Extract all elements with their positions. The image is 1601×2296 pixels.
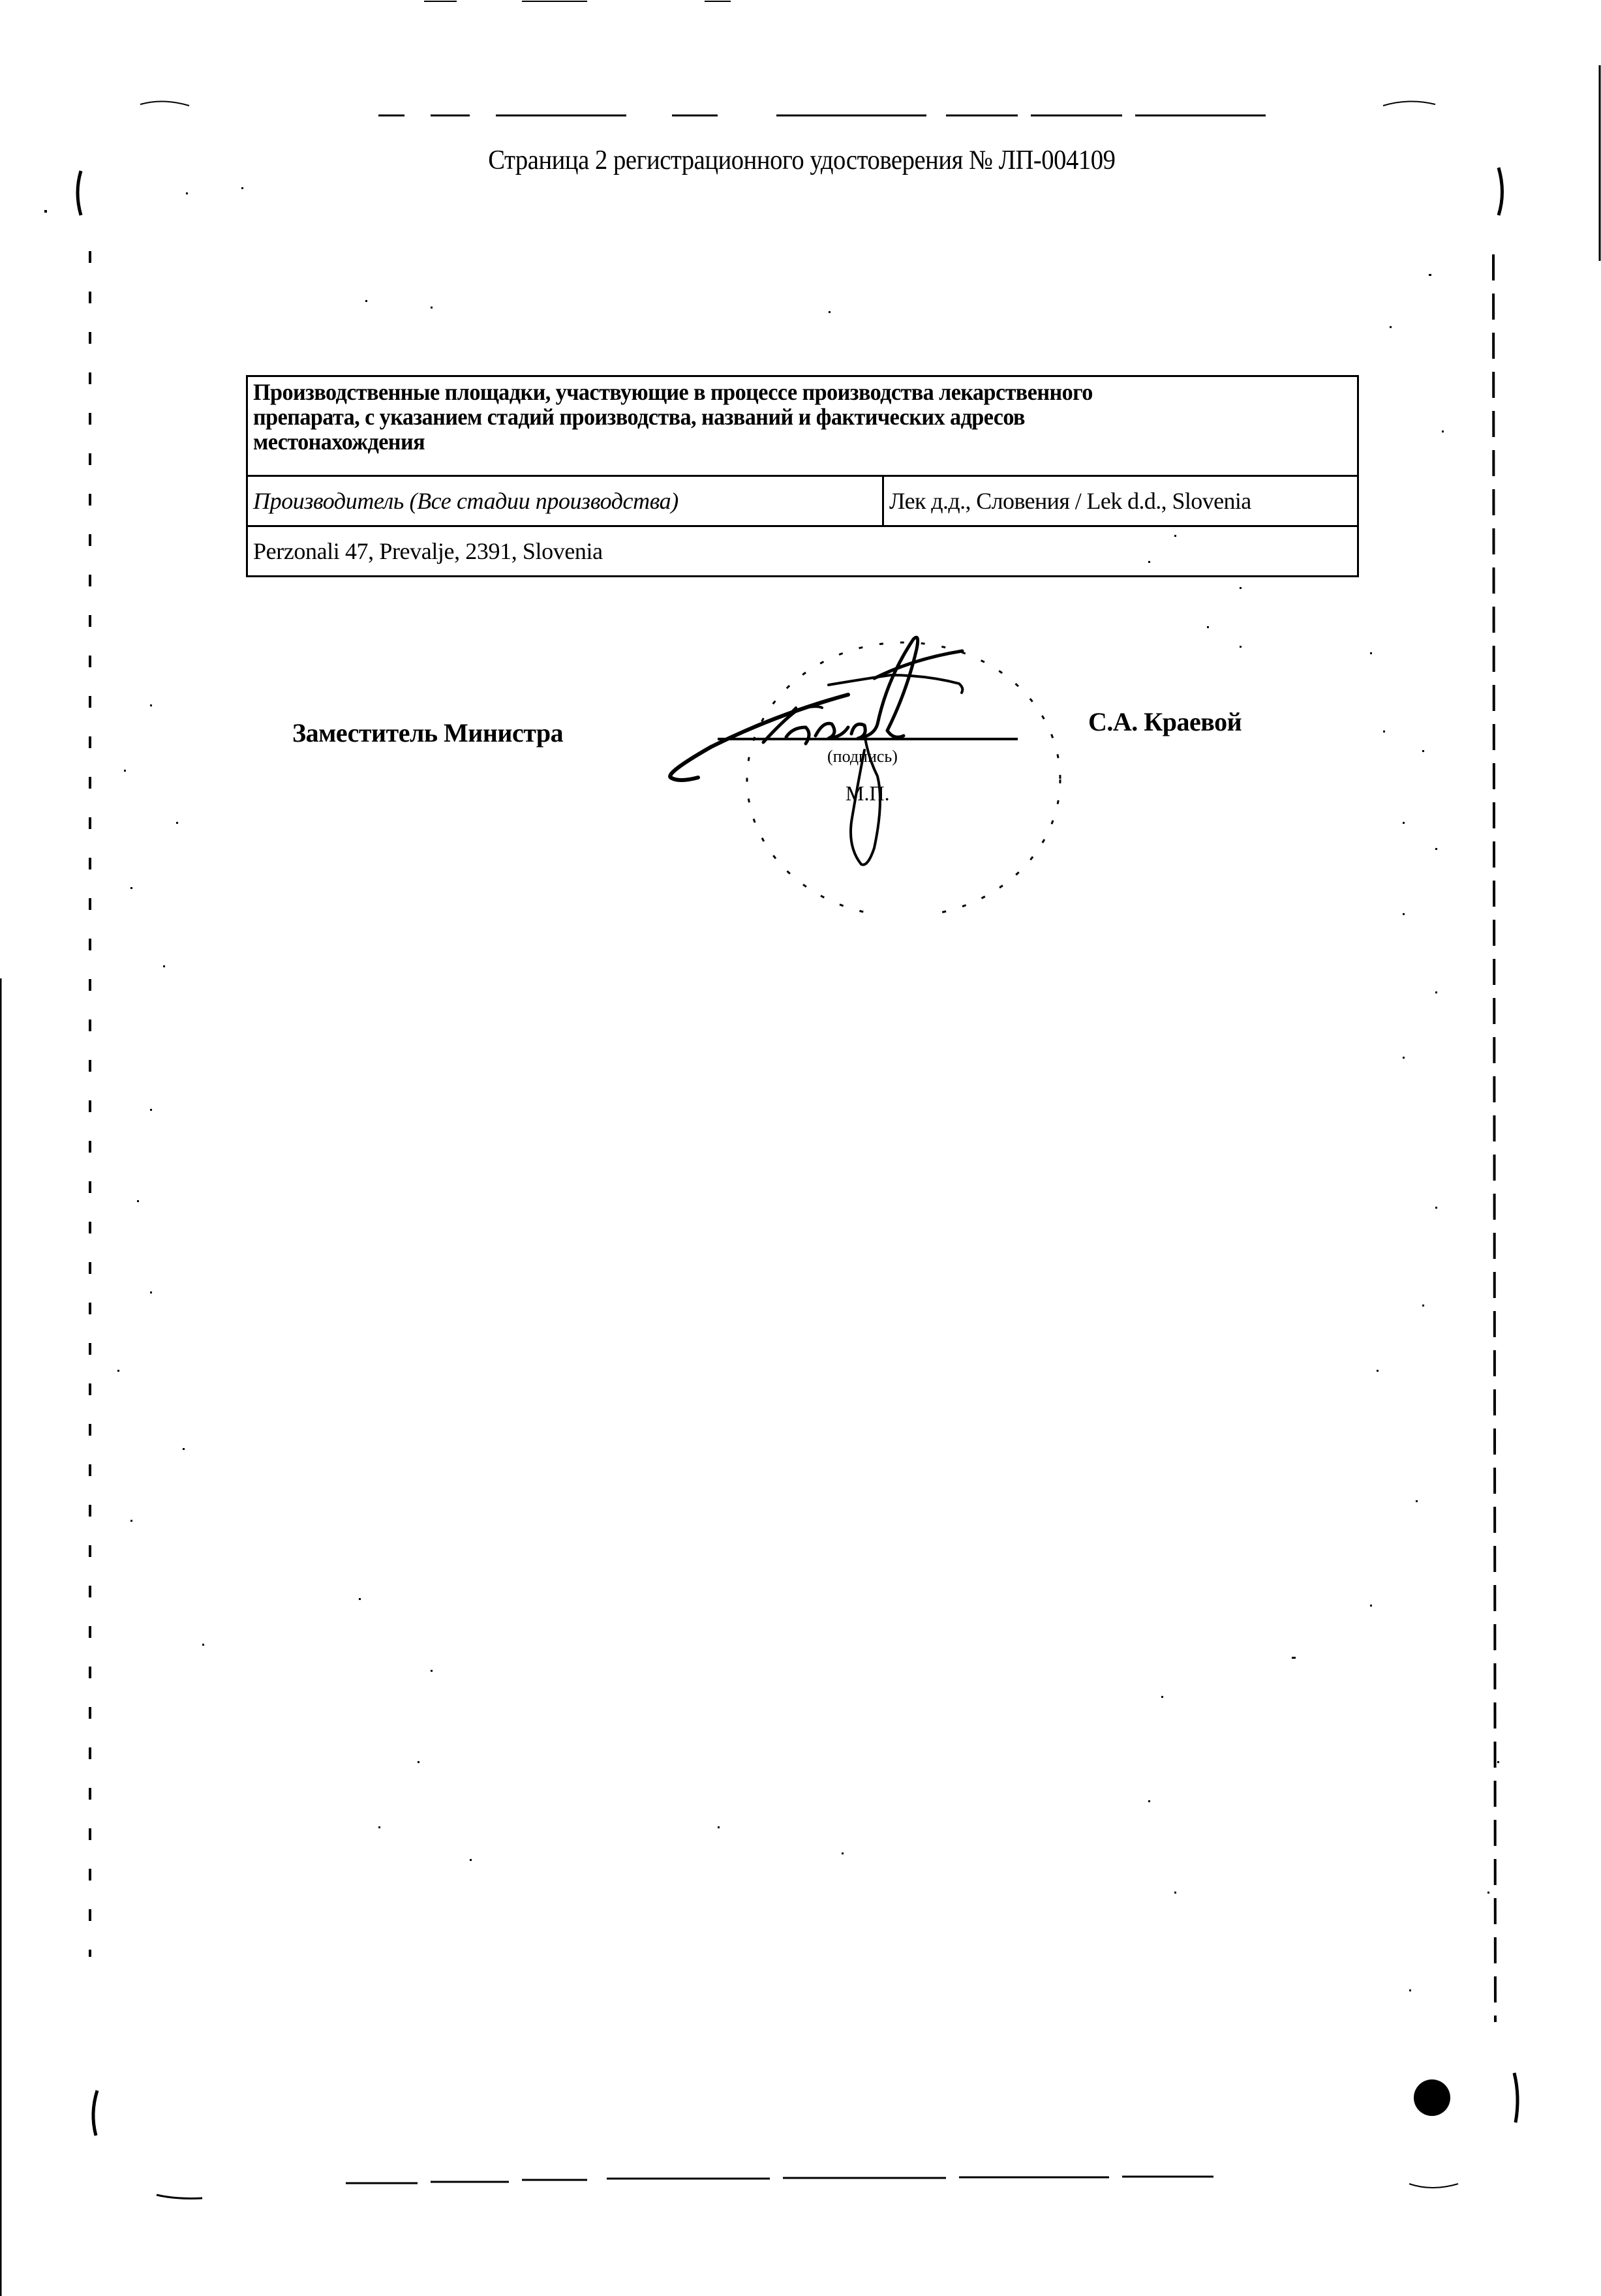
manufacturer-company-cell: Лек д.д., Словения / Lek d.d., Slovenia [883, 476, 1358, 526]
signature-icon [670, 637, 962, 865]
table-header-line: местонахождения [253, 429, 425, 455]
signatory-name: С.А. Краевой [1088, 707, 1242, 736]
table-header-row [247, 376, 1358, 476]
manufacturer-address-cell: Perzonali 47, Prevalje, 2391, Slovenia [247, 526, 1358, 577]
left-bracket-bottom [93, 2091, 97, 2136]
right-dashed-edge [1493, 254, 1495, 2022]
right-bracket-bottom [1514, 2073, 1517, 2122]
stamp-outline-icon [747, 642, 1060, 913]
table-row [247, 476, 1358, 526]
bottom-dashed-rule [346, 2177, 1213, 2183]
manufacturing-sites-table [246, 375, 1359, 577]
table-header-line: препарата, с указанием стадий производства, названий и фактических адресов [253, 404, 1025, 430]
manufacturer-role-cell: Производитель (Все стадии производства) [247, 476, 883, 526]
signature-line [718, 738, 1018, 740]
punch-hole [1414, 2079, 1450, 2116]
table-header-line: Производственные площадки, участвующие в процессе производства лекарственного [253, 379, 1093, 405]
signatory-position: Заместитель Министра [292, 718, 564, 748]
page-header-title: Страница 2 регистрационного удостоверения № ЛП-004109 [488, 145, 1116, 175]
signature-caption: (подпись) [827, 747, 898, 766]
left-bracket-top [78, 171, 81, 215]
table-header-cell [247, 376, 1358, 476]
table-row [247, 526, 1358, 577]
stamp-place-label: М.П. [846, 781, 890, 805]
